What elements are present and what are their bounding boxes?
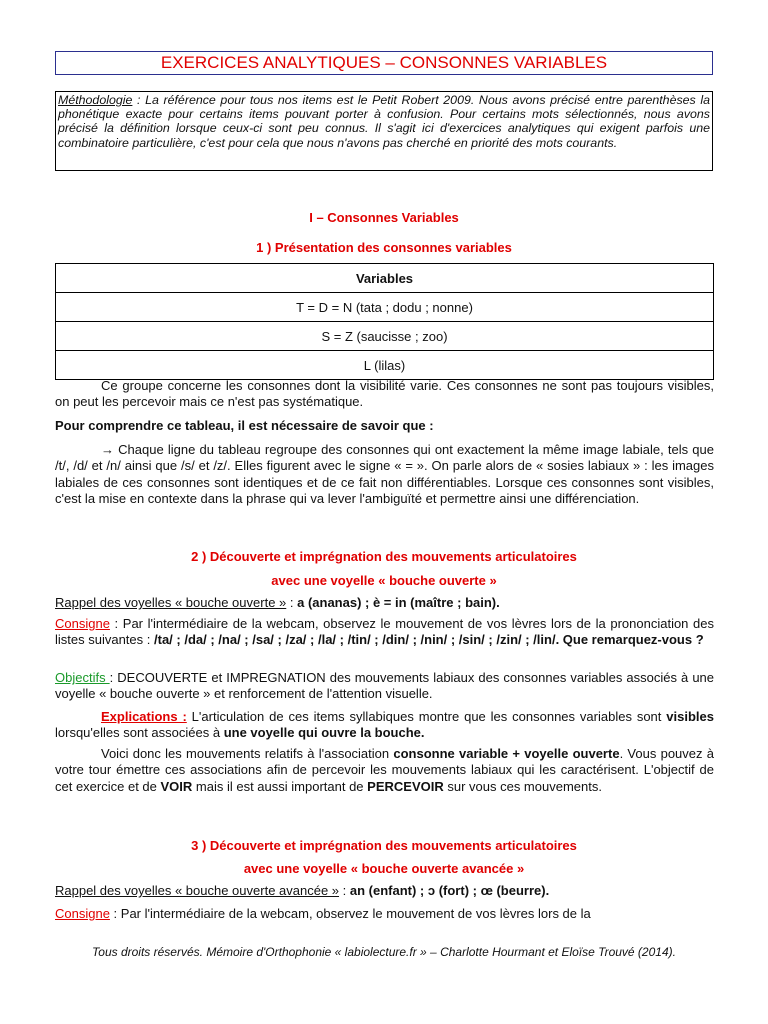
table-row: [56, 322, 714, 351]
section2-objectifs: [55, 670, 714, 703]
section3-rappel: [55, 883, 714, 899]
section1-title: I – Consonnes Variables: [309, 210, 459, 225]
section2-rappel: [55, 595, 714, 611]
rappel-vowels: a (ananas) ; è = in (maître ; bain).: [297, 595, 500, 610]
consigne3-text: : Par l'intermédiaire de la webcam, observez le mouvement de vos lèvres lors de la: [109, 906, 591, 921]
methodology-box: [55, 91, 713, 171]
voici-text2: . Vous pouvez à votre tour émettre ces associations afin de percevoir les mouvements labiaux qui les caractérisent. L'objectif de cet exercice et de: [55, 746, 714, 794]
table-cell: L (lilas): [56, 351, 714, 380]
objectifs-text: : DECOUVERTE et IMPREGNATION des mouvements labiaux des consonnes variables associés à une voyelle « bouche ouverte » et renforcement de l'attention visuelle.: [55, 670, 715, 702]
explications-label: Explications :: [101, 709, 187, 724]
explications-text1: L'articulation de ces items syllabiques montre que les consonnes variables sont: [186, 709, 667, 724]
voici-bold3: PERCEVOIR: [367, 778, 444, 794]
table-cell: T = D = N (tata ; dodu ; nonne): [56, 293, 714, 322]
rappel3-sep: :: [339, 883, 350, 898]
consigne-text: : Par l'intermédiaire de la webcam, observez le mouvement de vos lèvres lors de la prononciation des listes suivantes :: [55, 616, 714, 648]
voici-text4: sur vous ces mouvements.: [443, 778, 602, 794]
rappel-sep: :: [286, 595, 298, 610]
section2-explications: [55, 709, 714, 742]
footer: Tous droits réservés. Mémoire d'Orthophonie « labiolecture.fr » – Charlotte Hourmant et Eloïse Trouvé (2014).: [92, 945, 676, 959]
rappel-label: Rappel des voyelles « bouche ouverte »: [55, 595, 287, 610]
voici-bold2: VOIR: [160, 778, 193, 794]
page-title: EXERCICES ANALYTIQUES – CONSONNES VARIABLES: [55, 51, 713, 75]
objectifs-label: Objectifs: [55, 670, 110, 685]
variables-table: [55, 263, 714, 380]
table-header: Variables: [56, 264, 714, 293]
consigne3-label: Consigne: [55, 906, 110, 921]
section3-title-line1: 3 ) Découverte et imprégnation des mouvements articulatoires: [191, 838, 577, 853]
table-row: [56, 351, 714, 380]
table-cell: S = Z (saucisse ; zoo): [56, 322, 714, 351]
section3-title-line2: avec une voyelle « bouche ouverte avancée »: [243, 861, 525, 876]
methodology-label: Méthodologie: [58, 93, 133, 107]
methodology-text: : La référence pour tous nos items est le Petit Robert 2009. Nous avons précisé entre parenthèses la phonétique exacte pour certains items pouvant porter à confusion. Pour certains mots sélectionnés, nous avons précisé la définition lorsque ceux-ci sont peu connus. Il s'agit ici d'exercices analytiques qui exigent parfois une combinatoire particulière, c'est pour cela que nous n'avons pas cherché en priorité des mots courants.: [58, 93, 710, 150]
voici-text1: Voici donc les mouvements relatifs à l'association: [101, 746, 394, 761]
table-row: [56, 293, 714, 322]
consigne-list: /ta/ ; /da/ ; /na/ ; /sa/ ; /za/ ; /la/ ; /tin/ ; /din/ ; /nin/ ; /sin/ ; /zin/ ; /lin/. Que remarquez-vous ?: [154, 632, 704, 648]
explications-bold2: une voyelle qui ouvre la bouche.: [223, 725, 425, 741]
section2-consigne: [55, 616, 714, 649]
voici-text3: mais il est aussi important de: [192, 778, 368, 794]
explications-bold1: visibles: [666, 709, 714, 724]
voici-bold1: consonne variable + voyelle ouverte: [393, 746, 620, 761]
section2-title-line2: avec une voyelle « bouche ouverte »: [271, 573, 497, 588]
rappel3-label: Rappel des voyelles « bouche ouverte avancée »: [55, 883, 340, 898]
table-row: [56, 264, 714, 293]
section3-consigne: [55, 906, 714, 922]
rappel3-vowels: an (enfant) ; ɔ (fort) ; œ (beurre).: [349, 883, 550, 898]
explications-text2: lorsqu'elles sont associées à: [55, 725, 224, 741]
explanation-paragraph: → Chaque ligne du tableau regroupe des consonnes qui ont exactement la même image labiale, tels que /t/, /d/ et /n/ ainsi que /s/ et /z/. Elles figurent avec le signe « = ». On parle alors de « sosies labiaux » : les images labiales de ces consonnes sont identiques et de ce fait non différentiables. Lorsque ces consonnes sont visibles, c'est la mise en contexte dans la phrase qui va lever l'ambiguïté et permettre ainsi une différenciation.: [55, 442, 714, 507]
intro-paragraph: Ce groupe concerne les consonnes dont la visibilité varie. Ces consonnes ne sont pas toujours visibles, on peut les percevoir mais ce n'est pas systématique.: [55, 378, 714, 410]
bold-line: Pour comprendre ce tableau, il est nécessaire de savoir que :: [55, 418, 434, 433]
section2-voici: [55, 746, 714, 795]
section1-subtitle: 1 ) Présentation des consonnes variables: [256, 240, 512, 255]
consigne-label: Consigne: [55, 616, 110, 631]
section2-title-line1: 2 ) Découverte et imprégnation des mouvements articulatoires: [191, 549, 577, 564]
